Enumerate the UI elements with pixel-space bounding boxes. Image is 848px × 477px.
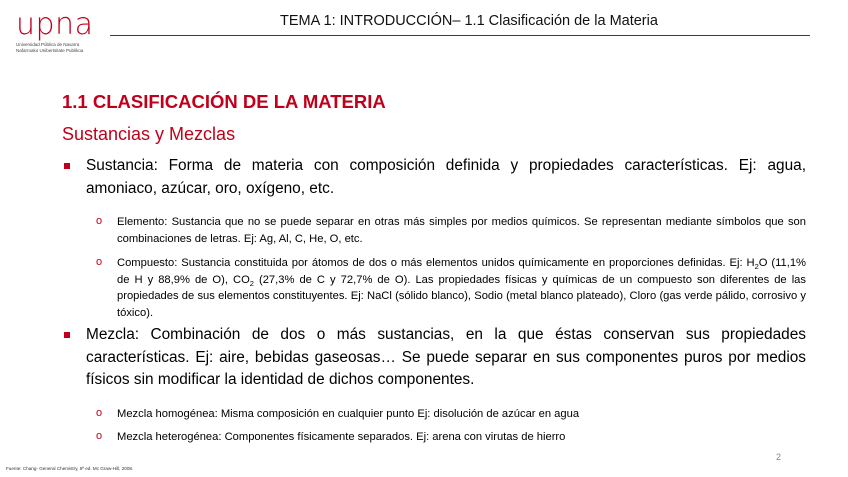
square-bullet-icon [64, 332, 70, 338]
subbullet-elemento [96, 214, 806, 247]
subbullet-elemento-text: Elemento: Sustancia que no se puede separar en otras más simples por medios químicos. Se representan mediante símbolos que son combinaciones de letras. Ej: Ag, Al, C, He, O, etc. [117, 216, 806, 245]
slide-subtitle: Sustancias y Mezclas [62, 124, 236, 144]
logo-wordmark: upna [16, 7, 94, 42]
logo-subtext: Universidad Pública de Navarra Nafarroako Unibertsitate Publikoa [16, 42, 84, 53]
subbullet-heterogenea [96, 429, 806, 446]
subbullet-heterogenea-text: Mezcla heterogénea: Componentes físicamente separados. Ej: arena con virutas de hierro [117, 431, 566, 443]
circle-bullet-icon: o [96, 407, 103, 419]
subbullet-homogenea [96, 406, 806, 423]
circle-bullet-icon: o [96, 430, 103, 442]
square-bullet-icon [64, 163, 70, 169]
bullet-mezcla-text: Mezcla: Combinación de dos o más sustancias, en la que éstas conservan sus propiedades características. Ej: aire, bebidas gaseosas… Se puede separar en sus componentes puros por medios físicos sin modificar la identidad de dichos componentes. [86, 326, 806, 388]
header-title: TEMA 1: INTRODUCCIÓN– 1.1 Clasificación de la Materia [280, 13, 658, 29]
slide-title: 1.1 CLASIFICACIÓN DE LA MATERIA [62, 91, 386, 112]
header-divider [110, 35, 810, 36]
bullet-mezcla [66, 324, 806, 392]
subbullet-compuesto [96, 255, 806, 321]
circle-bullet-icon: o [96, 215, 103, 227]
upna-logo [16, 7, 96, 53]
bullet-sustancia [66, 155, 806, 200]
page-number: 2 [776, 452, 782, 462]
source-footnote: Fuente: Chang- General Chemistry, 5ª ed. Mc Graw-Hill, 2008. [6, 466, 134, 471]
circle-bullet-icon: o [96, 256, 103, 268]
subbullet-compuesto-text: Compuesto: Sustancia constituida por átomos de dos o más elementos unidos químicamente en proporciones definidas. Ej: $H_2O$ (11,1% de H y 88,9% de O), $CO_2$ (27,3% de C y 72,7% de O). Las propiedades físicas y químicas de un compuesto son diferentes de las propiedades de sus elementos constituyentes. Ej: NaCl (sólido blanco), Sodio (metal blanco plateado), Cloro (gas verde pálido, corrosivo y tóxico). [117, 257, 807, 319]
bullet-sustancia-text: Sustancia: Forma de materia con composición definida y propiedades características. Ej: agua, amoniaco, azúcar, oro, oxígeno, etc. [86, 157, 806, 197]
subbullet-homogenea-text: Mezcla homogénea: Misma composición en cualquier punto Ej: disolución de azúcar en agua [117, 408, 580, 420]
